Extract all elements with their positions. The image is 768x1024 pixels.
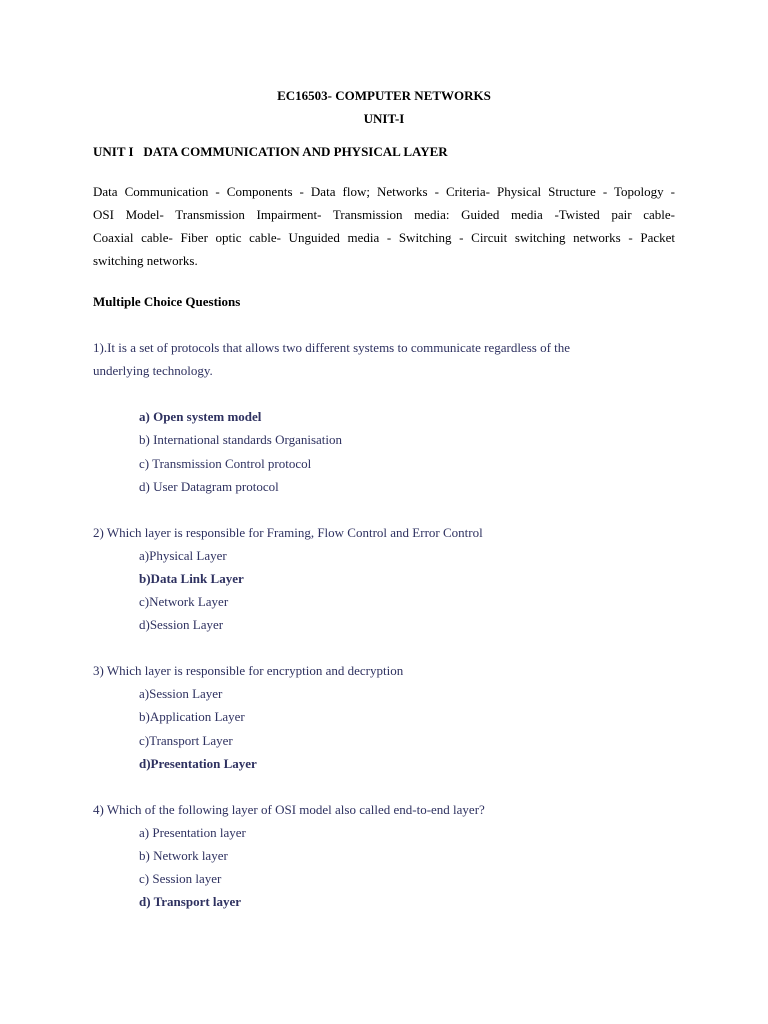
answer-option-correct: d) Transport layer: [139, 894, 242, 909]
syllabus-line: OSI Model- Transmission Impairment- Transmission media: Guided media -Twisted pair cable-: [93, 207, 675, 222]
syllabus-line: Data Communication - Components - Data flow; Networks - Criteria- Physical Structure - Topology -: [93, 184, 675, 199]
answer-option: c)Network Layer: [139, 594, 229, 609]
answer-option: a) Presentation layer: [139, 825, 246, 840]
answer-option-correct: a) Open system model: [139, 409, 262, 424]
unit-label: UNIT-I: [363, 111, 405, 126]
mcq-heading: Multiple Choice Questions: [93, 294, 241, 309]
answer-option: c) Session layer: [139, 871, 222, 886]
answer-option: a)Session Layer: [139, 686, 223, 701]
course-title: EC16503- COMPUTER NETWORKS: [277, 88, 491, 103]
answer-option: d) User Datagram protocol: [139, 479, 279, 494]
answer-option: c)Transport Layer: [139, 733, 233, 748]
answer-option: d)Session Layer: [139, 617, 224, 632]
answer-option: b) Network layer: [139, 848, 228, 863]
syllabus-line: switching networks.: [93, 253, 198, 268]
question-text: 1).It is a set of protocols that allows two different systems to communicate regardless of the: [93, 340, 571, 355]
question-text: 4) Which of the following layer of OSI model also called end-to-end layer?: [93, 802, 485, 817]
answer-option-correct: d)Presentation Layer: [139, 756, 257, 771]
answer-option: c) Transmission Control protocol: [139, 456, 312, 471]
answer-option: b)Application Layer: [139, 709, 245, 724]
answer-option: b) International standards Organisation: [139, 432, 343, 447]
question-text: 2) Which layer is responsible for Framing, Flow Control and Error Control: [93, 525, 483, 540]
unit-heading: UNIT I DATA COMMUNICATION AND PHYSICAL LAYER: [93, 144, 448, 159]
syllabus-line: Coaxial cable- Fiber optic cable- Unguided media - Switching - Circuit switching networks - Packet: [93, 230, 675, 245]
answer-option: a)Physical Layer: [139, 548, 227, 563]
question-text: underlying technology.: [93, 363, 213, 378]
answer-option-correct: b)Data Link Layer: [139, 571, 244, 586]
question-text: 3) Which layer is responsible for encryption and decryption: [93, 663, 404, 678]
syllabus-paragraph: [93, 180, 675, 272]
